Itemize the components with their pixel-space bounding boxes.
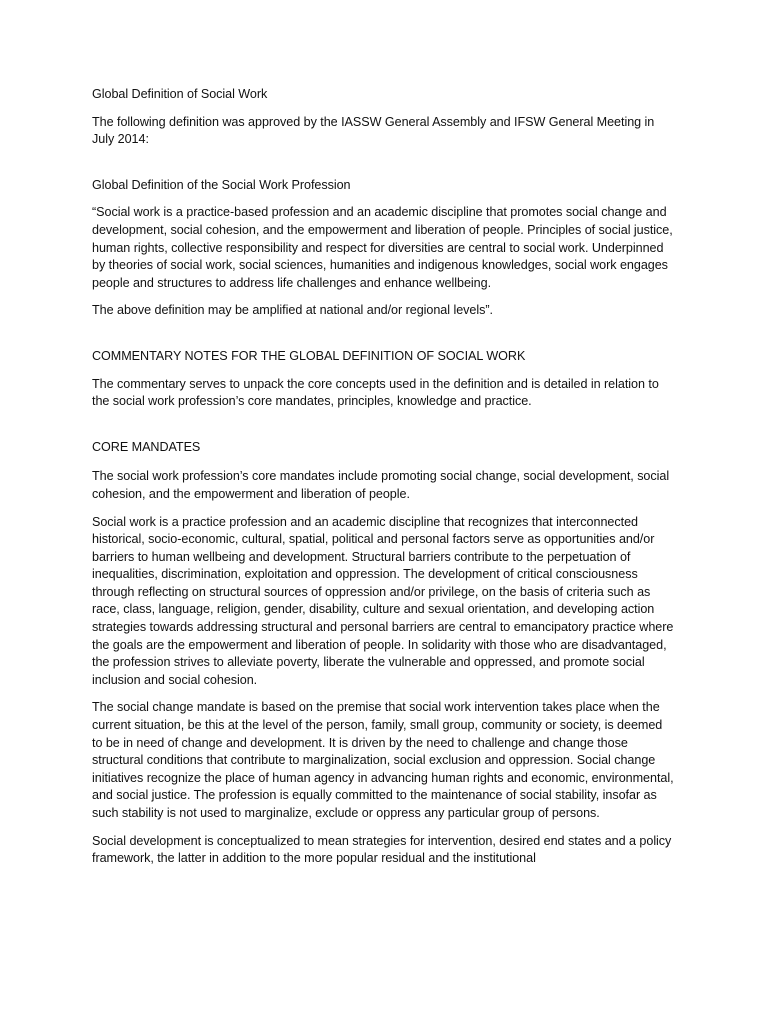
core-mandates-intro: The social work profession’s core mandates include promoting social change, social development, social cohesion, and the empowerment and liberation of people.	[92, 469, 670, 501]
definition-paragraph: “Social work is a practice-based profession and an academic discipline that promotes social change and development, social cohesion, and the empowerment and liberation of people. Principles of social justice, human rights, collective responsibility and respect for diversities are central to social work. Underpinned by theories of social work, social sciences, humanities and indigenous knowledges, social work engages people and structures to address life challenges and enhance wellbeing.	[92, 205, 673, 290]
core-mandates-heading: CORE MANDATES	[92, 439, 201, 454]
document-title: Global Definition of Social Work	[92, 87, 268, 101]
core-mandates-paragraph-2: The social change mandate is based on the premise that social work intervention takes place when the current situation, be this at the level of the person, family, small group, community or society, is deemed to be in need of change and development. It is driven by the need to challenge and change those structural conditions that contribute to marginalization, social exclusion and oppression. Social change initiatives recognize the place of human agency in advancing human rights and economic, environmental, and social justice. The profession is equally committed to the maintenance of social stability, insofar as such stability is not used to marginalize, exclude or oppress any particular group of persons.	[92, 700, 674, 820]
commentary-paragraph: The commentary serves to unpack the core concepts used in the definition and is detailed in relation to the social work profession’s core mandates, principles, knowledge and practice.	[92, 376, 659, 409]
core-mandates-paragraph-1: Social work is a practice profession and an academic discipline that recognizes that interconnected historical, socio-economic, cultural, spatial, political and personal factors serve as opportunities and/or barriers to human wellbeing and development. Structural barriers contribute to the perpetuation of inequalities, discrimination, exploitation and oppression. The development of critical consciousness through reflecting on structural sources of oppression and/or privilege, on the basis of criteria such as race, class, language, religion, gender, disability, culture and sexual orientation, and developing action strategies towards addressing structural and personal barriers are central to emancipatory practice where the goals are the empowerment and liberation of people. In solidarity with those who are disadvantaged, the profession strives to alleviate poverty, liberate the vulnerable and oppressed, and promote social inclusion and social cohesion.	[92, 514, 674, 687]
definition-heading: Global Definition of the Social Work Profession	[92, 177, 351, 192]
commentary-heading: COMMENTARY NOTES FOR THE GLOBAL DEFINITION OF SOCIAL WORK	[92, 348, 526, 363]
intro-paragraph: The following definition was approved by the IASSW General Assembly and IFSW General Meeting in July 2014:	[92, 114, 655, 147]
document-page	[92, 86, 676, 868]
amplification-paragraph: The above definition may be amplified at national and/or regional levels”.	[92, 303, 493, 318]
core-mandates-paragraph-3: Social development is conceptualized to mean strategies for intervention, desired end states and a policy framework, the latter in addition to the more popular residual and the institutional	[92, 833, 672, 866]
